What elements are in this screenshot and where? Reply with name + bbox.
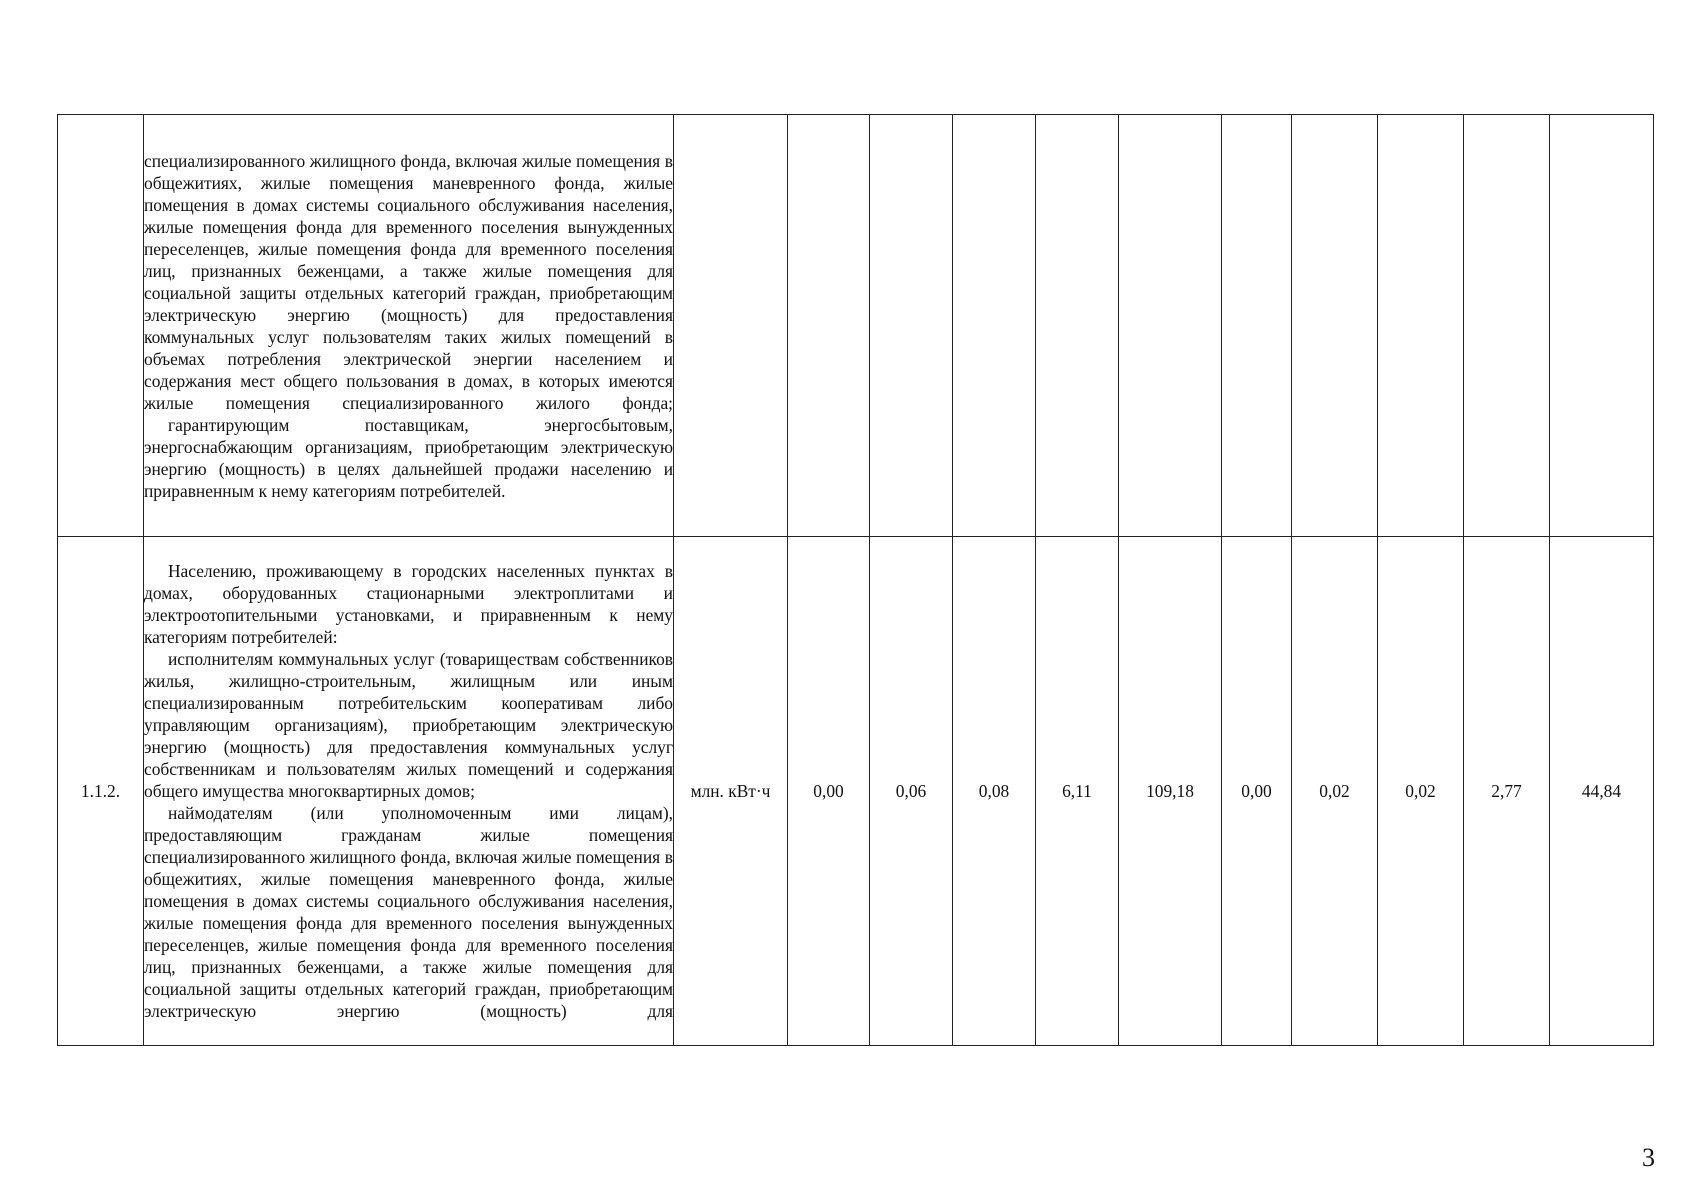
value-cell (1036, 115, 1119, 537)
value-cell (1222, 115, 1292, 537)
value-cell: 6,11 (1036, 537, 1119, 1046)
row-description (144, 115, 674, 537)
description-paragraph: специализированного жилищного фонда, включая жилые помещения в общежитиях, жилые помещения маневренного фонда, жилые помещения в домах системы социального обслуживания населения, жилые помещения фонда для временного поселения вынужденных переселенцев, жилые помещения фонда для временного поселения лиц, признанных беженцами, а также жилые помещения для социальной защиты отдельных категорий граждан, приобретающим электрическую энергию (мощность) для предоставления коммунальных услуг пользователям таких жилых помещений в объемах потребления электрической энергии населением и содержания мест общего пользования в домах, в которых имеются жилые помещения специализированного жилого фонда; (144, 150, 673, 413)
value-cell: 0,06 (870, 537, 953, 1046)
data-table (57, 114, 1654, 1046)
value-cell: 2,77 (1464, 537, 1550, 1046)
description-paragraph: гарантирующим поставщикам, энергосбытовым, энергоснабжающим организациям, приобретающим электрическую энергию (мощность) в целях дальнейшей продажи населению и приравненным к нему категориям потребителей. (144, 414, 673, 501)
row-number: 1.1.2. (58, 537, 144, 1046)
value-cell: 44,84 (1550, 537, 1654, 1046)
value-cell (1119, 115, 1222, 537)
value-cell (1378, 115, 1464, 537)
value-cell (788, 115, 870, 537)
value-cell: 109,18 (1119, 537, 1222, 1046)
unit-cell: млн. кВт·ч (674, 537, 788, 1046)
table-row (58, 115, 1654, 537)
value-cell (953, 115, 1036, 537)
table-row (58, 537, 1654, 1046)
value-cell: 0,08 (953, 537, 1036, 1046)
page-number: 3 (1642, 1143, 1655, 1172)
value-cell (1292, 115, 1378, 537)
description-paragraph: Населению, проживающему в городских населенных пунктах в домах, оборудованных стационарными электроплитами и электроотопительными установками, и приравненным к нему категориям потребителей: (144, 561, 673, 647)
value-cell: 0,02 (1378, 537, 1464, 1046)
description-paragraph: наймодателям (или уполномоченным ими лицам), предоставляющим гражданам жилые помещения специализированного жилищного фонда, включая жилые помещения в общежитиях, жилые помещения маневренного фонда, жилые помещения в домах системы социального обслуживания населения, жилые помещения фонда для временного поселения вынужденных переселенцев, жилые помещения фонда для временного поселения лиц, признанных беженцами, а также жилые помещения для социальной защиты отдельных категорий граждан, приобретающим электрическую энергию (мощность) для (144, 803, 673, 1021)
value-cell: 0,00 (1222, 537, 1292, 1046)
value-cell (1464, 115, 1550, 537)
row-number (58, 115, 144, 537)
value-cell (1550, 115, 1654, 537)
description-paragraph: исполнителям коммунальных услуг (товариществам собственников жилья, жилищно-строительным, жилищным или иным специализированным потребительским кооперативам либо управляющим организациям), приобретающим электрическую энергию (мощность) для предоставления коммунальных услуг собственникам и пользователям жилых помещений и содержания общего имущества многоквартирных домов; (144, 649, 673, 801)
value-cell: 0,02 (1292, 537, 1378, 1046)
row-description (144, 537, 674, 1046)
value-cell: 0,00 (788, 537, 870, 1046)
unit-cell (674, 115, 788, 537)
value-cell (870, 115, 953, 537)
